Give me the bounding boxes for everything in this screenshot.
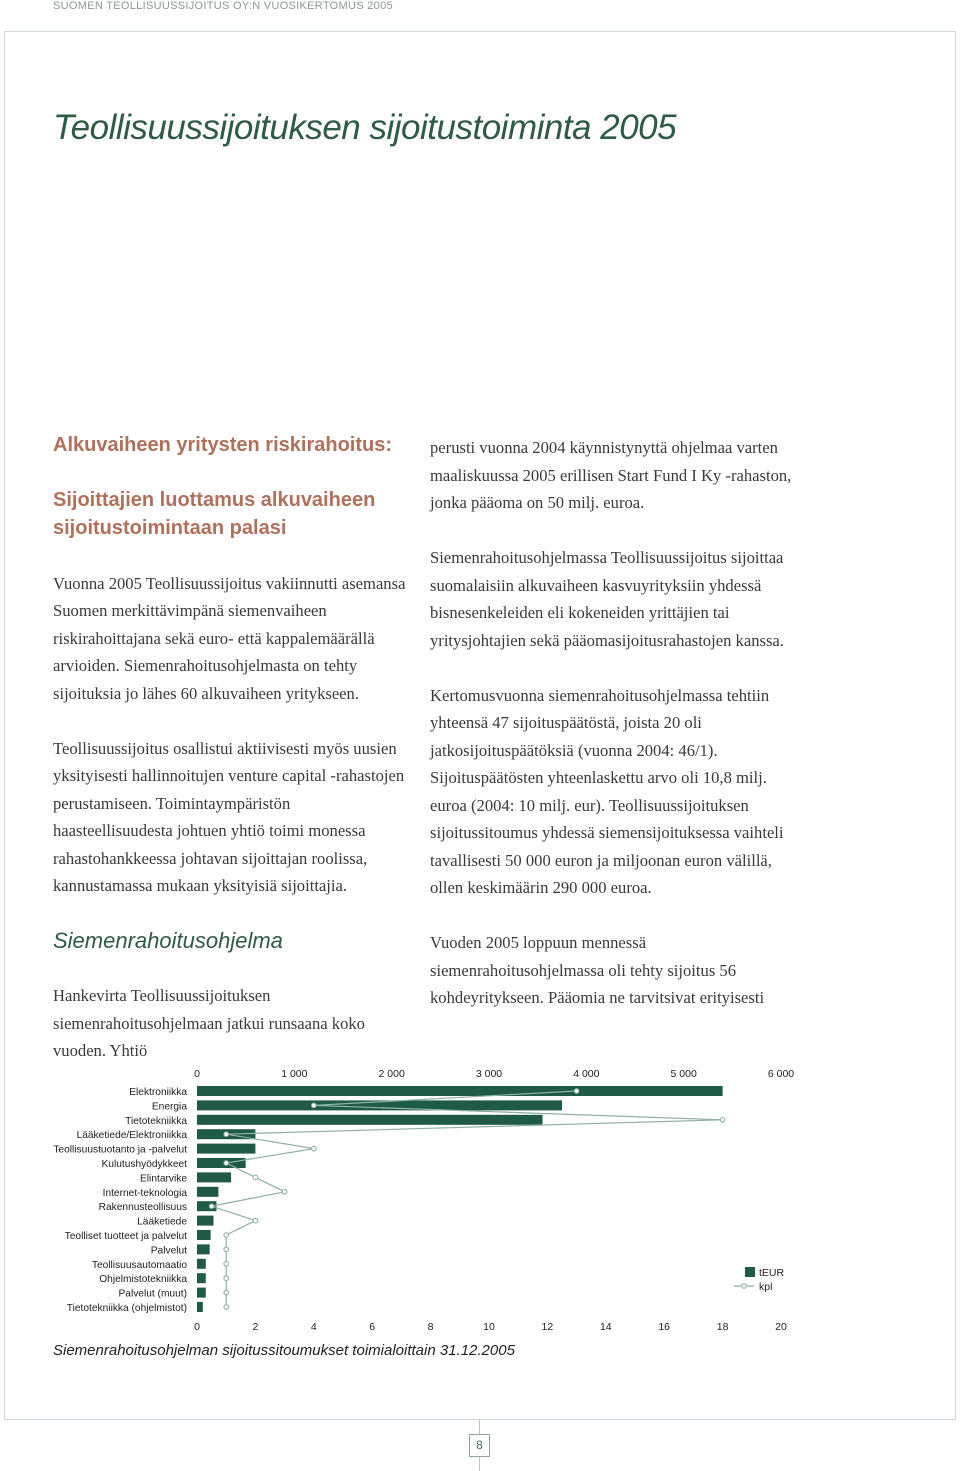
bar-teur: [197, 1115, 543, 1125]
category-label: Palvelut (muut): [118, 1288, 187, 1300]
category-label: Teollisuustuotanto ja -palvelut: [53, 1144, 187, 1156]
point-kpl: [574, 1089, 579, 1094]
point-kpl: [224, 1132, 229, 1137]
right-column: [430, 434, 795, 1039]
chart-svg: [0, 1060, 960, 1340]
top-axis-tick-label: 6 000: [767, 1068, 795, 1080]
point-kpl: [282, 1190, 287, 1195]
category-label: Elektroniikka: [129, 1087, 187, 1098]
paragraph: Vuonna 2005 Teollisuussijoitus vakiinnutti asemansa Suomen merkittävimpänä siemenvaiheen riskirahoittajana sekä euro- että kappalemäärällä arvioiden. Siemenrahoitusohjelmasta on tehty sijoituksia jo lähes 60 alkuvaiheen yritykseen.: [53, 573, 406, 703]
industry-chart: [0, 1060, 960, 1340]
category-label: Lääketiede/Elektroniikka: [76, 1130, 187, 1142]
point-kpl: [253, 1218, 258, 1223]
bar-teur: [197, 1144, 255, 1154]
top-axis-tick-label: 2 000: [378, 1068, 405, 1080]
top-axis-tick-label: 3 000: [475, 1068, 503, 1080]
bottom-axis-tick-label: 16: [658, 1321, 671, 1333]
legend-label-teur: tEUR: [759, 1267, 785, 1279]
point-kpl: [720, 1118, 725, 1123]
running-head: SUOMEN TEOLLISUUSSIJOITUS OY:N VUOSIKERTOMUS 2005: [53, 0, 393, 12]
point-kpl: [224, 1262, 229, 1267]
category-label: Rakennusteollisuus: [98, 1202, 187, 1214]
paragraph: Kertomusvuonna siemenrahoitusohjelmassa tehtiin yhteensä 47 sijoituspäätöstä, joista 20 oli jatkosijoituspäätöksiä (vuonna 2004: 46/1). Sijoituspäätösten yhteenlaskettu arvo oli 10,8 milj. euroa (2004: 10 milj. eur). Teollisuussijoituksen sijoitussitoumus yhdessä siemensijoituksessa vaihteli tavallisesti 50 000 euron ja miljoonan euron välillä, ollen keskimäärin 290 000 euroa.: [430, 685, 784, 897]
bar-teur: [197, 1244, 210, 1254]
page-number-rule: [479, 1457, 480, 1471]
top-axis-tick-label: 1 000: [281, 1068, 308, 1080]
point-kpl: [209, 1204, 214, 1209]
category-label: Ohjelmistotekniikka: [99, 1274, 187, 1286]
bottom-axis-tick-label: 8: [427, 1321, 434, 1333]
bottom-axis-tick-label: 6: [369, 1321, 376, 1333]
point-kpl: [312, 1103, 317, 1108]
bottom-axis-tick-label: 0: [194, 1321, 200, 1333]
bar-teur: [197, 1288, 206, 1298]
point-kpl: [224, 1290, 229, 1295]
category-label: Energia: [151, 1101, 187, 1113]
bar-teur: [197, 1273, 206, 1283]
legend-point-swatch: [742, 1284, 747, 1289]
category-label: Internet-teknologia: [102, 1187, 187, 1199]
bottom-axis-tick-label: 12: [541, 1321, 554, 1333]
bar-teur: [197, 1302, 203, 1312]
point-kpl: [224, 1276, 229, 1281]
category-label: Teolliset tuotteet ja palvelut: [64, 1231, 187, 1242]
category-label: Elintarvike: [140, 1173, 187, 1185]
bar-teur: [197, 1158, 246, 1168]
bottom-axis-tick-label: 2: [252, 1321, 259, 1333]
point-kpl: [224, 1305, 229, 1310]
category-label: Teollisuusautomaatio: [91, 1259, 187, 1271]
category-label: Tietotekniikka: [125, 1115, 187, 1127]
category-label: Lääketiede: [137, 1216, 187, 1228]
paragraph: Hankevirta Teollisuussijoituksen siemenrahoitusohjelmaan jatkui runsaana koko vuoden. Yhtiö: [53, 986, 365, 1060]
page-number-rule: [479, 1420, 480, 1434]
subheading: Sijoittajien luottamus alkuvaiheen sijoitustoimintaan palasi: [53, 489, 376, 539]
paragraph: Vuoden 2005 loppuun mennessä siemenrahoitusohjelmassa oli tehty sijoitus 56 kohdeyritykseen. Pääomia ne tarvitsivat erityisesti: [430, 933, 765, 1007]
chart-caption: Siemenrahoitusohjelman sijoitussitoumukset toimialoittain 31.12.2005: [53, 1342, 515, 1359]
category-label: Tietotekniikka (ohjelmistot): [66, 1303, 187, 1314]
bar-teur: [197, 1216, 214, 1226]
bar-teur: [197, 1187, 218, 1197]
bar-teur: [197, 1259, 206, 1269]
kicker-heading: Alkuvaiheen yritysten riskirahoitus:: [53, 434, 393, 456]
bottom-axis-tick-label: 4: [310, 1321, 317, 1333]
point-kpl: [312, 1146, 317, 1151]
bar-teur: [197, 1086, 723, 1096]
bottom-axis-tick-label: 20: [775, 1321, 787, 1333]
point-kpl: [224, 1161, 229, 1166]
point-kpl: [224, 1247, 229, 1252]
category-label: Palvelut: [150, 1245, 187, 1257]
point-kpl: [224, 1233, 229, 1238]
bottom-axis-tick-label: 18: [716, 1321, 729, 1333]
paragraph: perusti vuonna 2004 käynnistynyttä ohjelmaa varten maaliskuussa 2005 erillisen Start Fund I Ky -rahaston, jonka pääoma on 50 milj. euroa.: [430, 438, 792, 512]
top-axis-tick-label: 0: [194, 1068, 200, 1080]
section-heading: Siemenrahoitusohjelma: [53, 928, 283, 953]
paragraph: Siemenrahoitusohjelmassa Teollisuussijoitus sijoittaa suomalaisiin alkuvaiheen kasvuyrityksiin yhdessä bisnesenkeleiden eli kokeneiden yrittäjien tai yritysjohtajien sekä pääomasijoitusrahastojen kanssa.: [430, 548, 784, 650]
paragraph: Teollisuussijoitus osallistui aktiivisesti myös uusien yksityisesti hallinnoitujen venture capital -rahastojen perustamiseen. Toimintaympäristön haasteellisuudesta johtuen yhtiö toimi monessa rahastohankkeessa johtavan sijoittajan roolissa, kannustamassa mukaan yksityisiä sijoittajia.: [53, 738, 405, 895]
page-number: 8: [469, 1434, 490, 1457]
category-label: Kulutushyödykkeet: [101, 1159, 187, 1170]
page-title: Teollisuussijoituksen sijoitustoiminta 2005: [53, 108, 677, 147]
bar-teur: [197, 1230, 211, 1240]
left-column: [53, 432, 408, 1092]
bar-teur: [197, 1172, 231, 1182]
point-kpl: [253, 1175, 258, 1180]
bottom-axis-tick-label: 14: [599, 1321, 612, 1333]
bottom-axis-tick-label: 10: [483, 1321, 495, 1333]
legend-bar-swatch: [745, 1267, 755, 1277]
top-axis-tick-label: 5 000: [670, 1068, 697, 1080]
legend-label-kpl: kpl: [759, 1281, 773, 1293]
top-axis-tick-label: 4 000: [573, 1068, 600, 1080]
